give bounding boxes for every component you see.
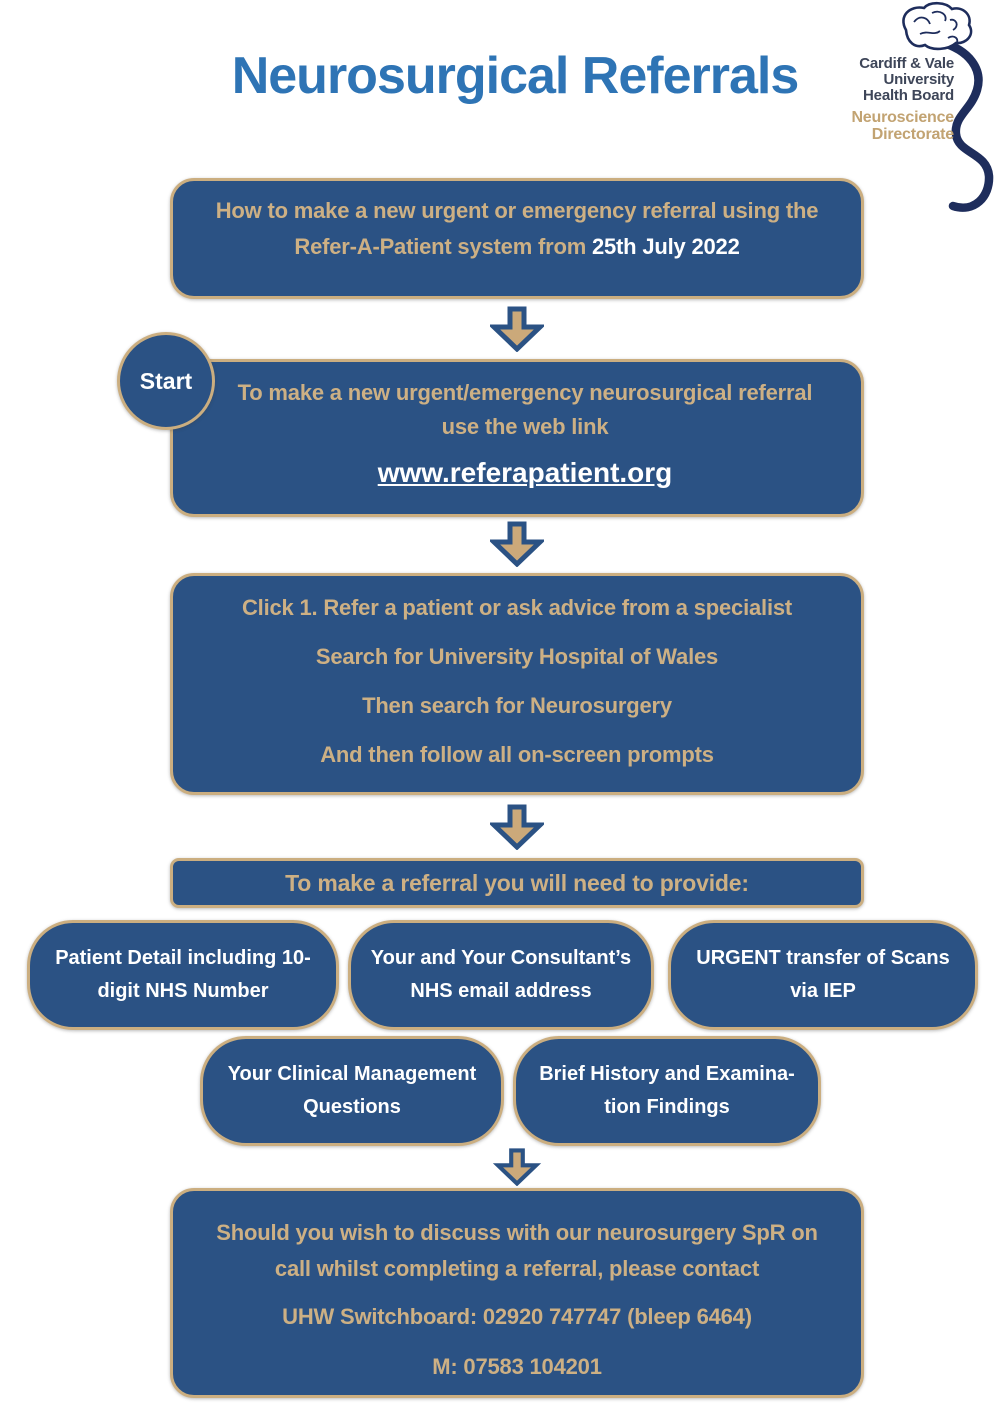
logo-org-line: University [883,71,954,88]
intro-line-2 [187,229,847,265]
contact-switchboard: UHW Switchboard: 02920 747747 (bleep 6464) [282,1304,752,1329]
provide-bar [170,858,864,908]
weblink-line-1: To make a new urgent/emergency neurosurgical referral [237,380,813,405]
logo-dept-line: Directorate [871,126,954,143]
contact-mobile: M: 07583 104201 [432,1354,602,1379]
pill-line: Patient Detail including 10- [55,947,311,969]
steps-line-1: Click 1. Refer a patient or ask advice from a specialist [241,595,793,620]
steps-box [170,573,864,795]
directorate-name [851,109,954,143]
contact-line-1: Should you wish to discuss with our neurosurgery SpR on [216,1220,818,1245]
health-board-name [859,56,954,104]
pill-line: NHS email address [410,980,592,1002]
steps-line-2: Search for University Hospital of Wales [315,644,719,669]
intro-box [170,178,864,299]
intro-line-1: How to make a new urgent or emergency referral using the [215,198,819,223]
provide-bar-label: To make a referral you will need to provide: [285,869,749,896]
down-arrow-icon [490,306,544,352]
down-arrow-icon [490,1148,544,1186]
requirement-pill-email [348,920,654,1030]
down-arrow-icon [490,804,544,850]
pill-line: Questions [303,1096,401,1118]
referapatient-link[interactable]: www.referapatient.org [377,457,673,488]
pill-line: Your and Your Consultant’s [370,947,632,969]
requirement-pill-scans [668,920,978,1030]
pill-line: Brief History and Examina- [539,1063,795,1085]
start-badge [117,332,215,430]
weblink-box [170,359,864,517]
pill-line: digit NHS Number [97,980,269,1002]
down-arrow-icon [490,521,544,567]
logo-org-line: Health Board [863,87,954,104]
contact-box [170,1188,864,1398]
contact-line-2: call whilst completing a referral, please contact [274,1256,760,1281]
pill-line: URGENT transfer of Scans [696,947,950,969]
requirement-pill-history-findings [513,1036,821,1146]
pill-line: via IEP [790,980,856,1002]
start-label: Start [139,367,193,394]
pill-line: tion Findings [604,1096,730,1118]
weblink-line-2: use the web link [441,414,609,439]
intro-line-2-prefix: Refer-A-Patient system from [294,234,592,259]
steps-line-3: Then search for Neurosurgery [362,693,672,718]
requirement-pill-nhs-number [27,920,339,1030]
pill-line: Your Clinical Management [227,1063,477,1085]
intro-date-highlight: 25th July 2022 [591,234,740,259]
logo-dept-line: Neuroscience [851,109,954,126]
requirement-pill-clinical-questions [200,1036,504,1146]
logo-org-line: Cardiff & Vale [859,55,954,72]
steps-line-4: And then follow all on-screen prompts [320,742,714,767]
page-title: Neurosurgical Referrals [231,47,799,105]
